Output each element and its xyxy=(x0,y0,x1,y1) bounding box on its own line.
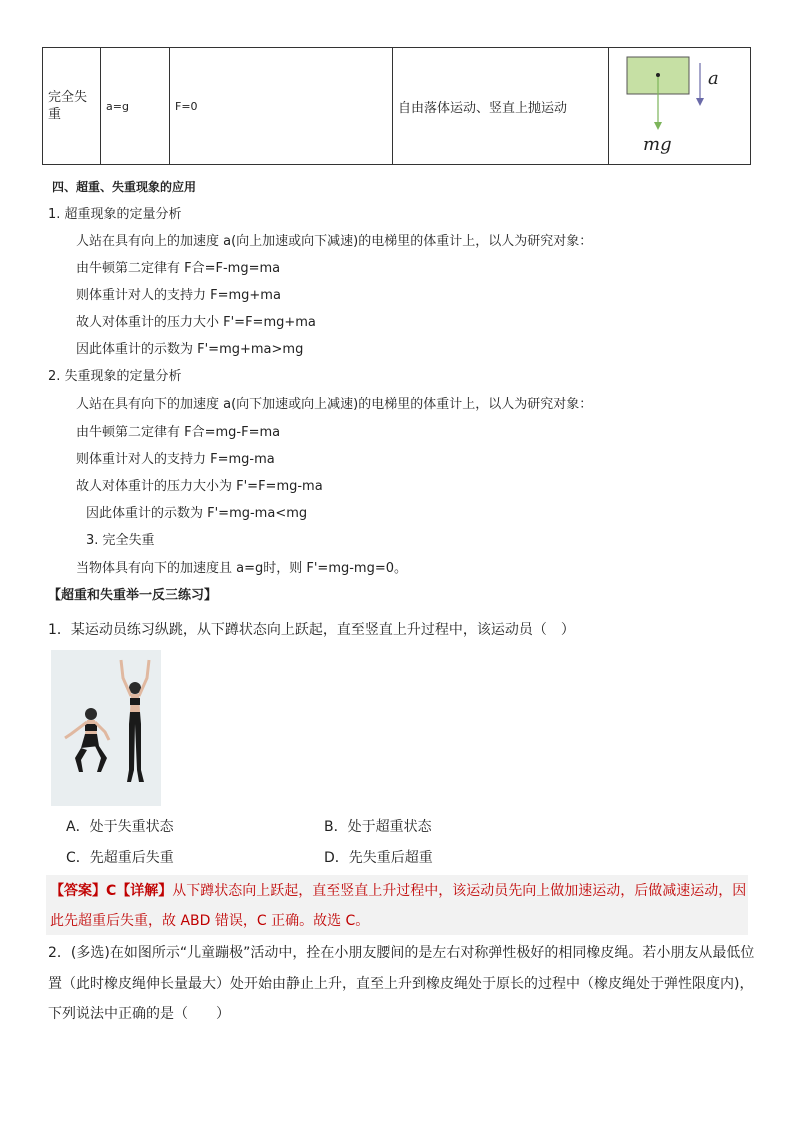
gravity-arrowhead xyxy=(654,122,662,130)
weightless-line: 故人对体重计的压力大小为 F'=F=mg-ma xyxy=(76,479,323,494)
weightless-table xyxy=(42,47,751,165)
option-b: B．处于超重状态 xyxy=(324,819,432,835)
table-row xyxy=(43,48,751,165)
question-1-stem: 1．某运动员练习纵跳，从下蹲状态向上跃起，直至竖直上升过程中，该运动员（ ） xyxy=(48,622,575,638)
weightless-line: 人站在具有向下的加速度 a(向下加速或向上减速)的电梯里的体重计上，以人为研究对象： xyxy=(76,397,593,412)
option-d: D．先失重后超重 xyxy=(324,850,433,866)
question-2-line: 2．(多选)在如图所示“儿童蹦极”活动中，拴在小朋友腰间的是左右对称弹性极好的相同橡皮绳。若小朋友从最低位 xyxy=(48,945,755,961)
accel-label: a xyxy=(708,68,719,89)
center-dot xyxy=(656,73,660,77)
question-2-line: 下列说法中正确的是（ ） xyxy=(48,1006,230,1022)
force-cell: F=0 xyxy=(170,48,393,165)
option-a: A．处于失重状态 xyxy=(66,819,174,835)
athlete-photo xyxy=(51,650,161,806)
free-fall-diagram xyxy=(609,48,749,160)
weightless-line: 由牛顿第二定律有 F合=mg-F=ma xyxy=(76,425,281,440)
accel-cell: a=g xyxy=(101,48,170,165)
weightless-line: 因此体重计的示数为 F'=mg-ma<mg xyxy=(86,506,308,521)
complete-line: 当物体具有向下的加速度且 a=g时，则 F'=mg-mg=0。 xyxy=(76,561,408,576)
overweight-title: 1. 超重现象的定量分析 xyxy=(48,207,182,222)
overweight-line: 故人对体重计的压力大小 F'=F=mg+ma xyxy=(76,315,316,330)
weight-label: mg xyxy=(643,134,672,155)
diagram-cell xyxy=(609,48,751,165)
answer-line-1 xyxy=(50,881,746,901)
question-2-line: 置（此时橡皮绳伸长量最大）处开始由静止上升，直至上升到橡皮绳处于原长的过程中（橡皮绳处于弹性限度内)， xyxy=(48,976,754,992)
practice-heading: 【超重和失重举一反三练习】 xyxy=(48,588,218,603)
answer-text: 从下蹲状态向上跃起，直至竖直上升过程中，该运动员先向上做加速运动，后做减速运动，因 xyxy=(172,883,747,899)
accel-arrowhead xyxy=(696,98,704,106)
motion-cell: 自由落体运动、竖直上抛运动 xyxy=(393,48,609,165)
jump-figures-image xyxy=(51,650,161,806)
overweight-line: 人站在具有向上的加速度 a(向上加速或向下减速)的电梯里的体重计上，以人为研究对象： xyxy=(76,234,593,249)
state-cell: 完全失重 xyxy=(43,48,101,165)
section-heading: 四、超重、失重现象的应用 xyxy=(52,180,197,194)
overweight-line: 由牛顿第二定律有 F合=F-mg=ma xyxy=(76,261,281,276)
overweight-line: 则体重计对人的支持力 F=mg+ma xyxy=(76,288,281,303)
answer-tag: 【答案】C【详解】 xyxy=(50,883,173,899)
overweight-line: 因此体重计的示数为 F'=mg+ma>mg xyxy=(76,342,304,357)
weightless-line: 则体重计对人的支持力 F=mg-ma xyxy=(76,452,275,467)
answer-line-2: 此先超重后失重，故 ABD 错误，C 正确。故选 C。 xyxy=(50,913,370,929)
option-c: C．先超重后失重 xyxy=(66,850,174,866)
weightless-title: 2. 失重现象的定量分析 xyxy=(48,369,182,384)
complete-title: 3. 完全失重 xyxy=(86,533,155,548)
